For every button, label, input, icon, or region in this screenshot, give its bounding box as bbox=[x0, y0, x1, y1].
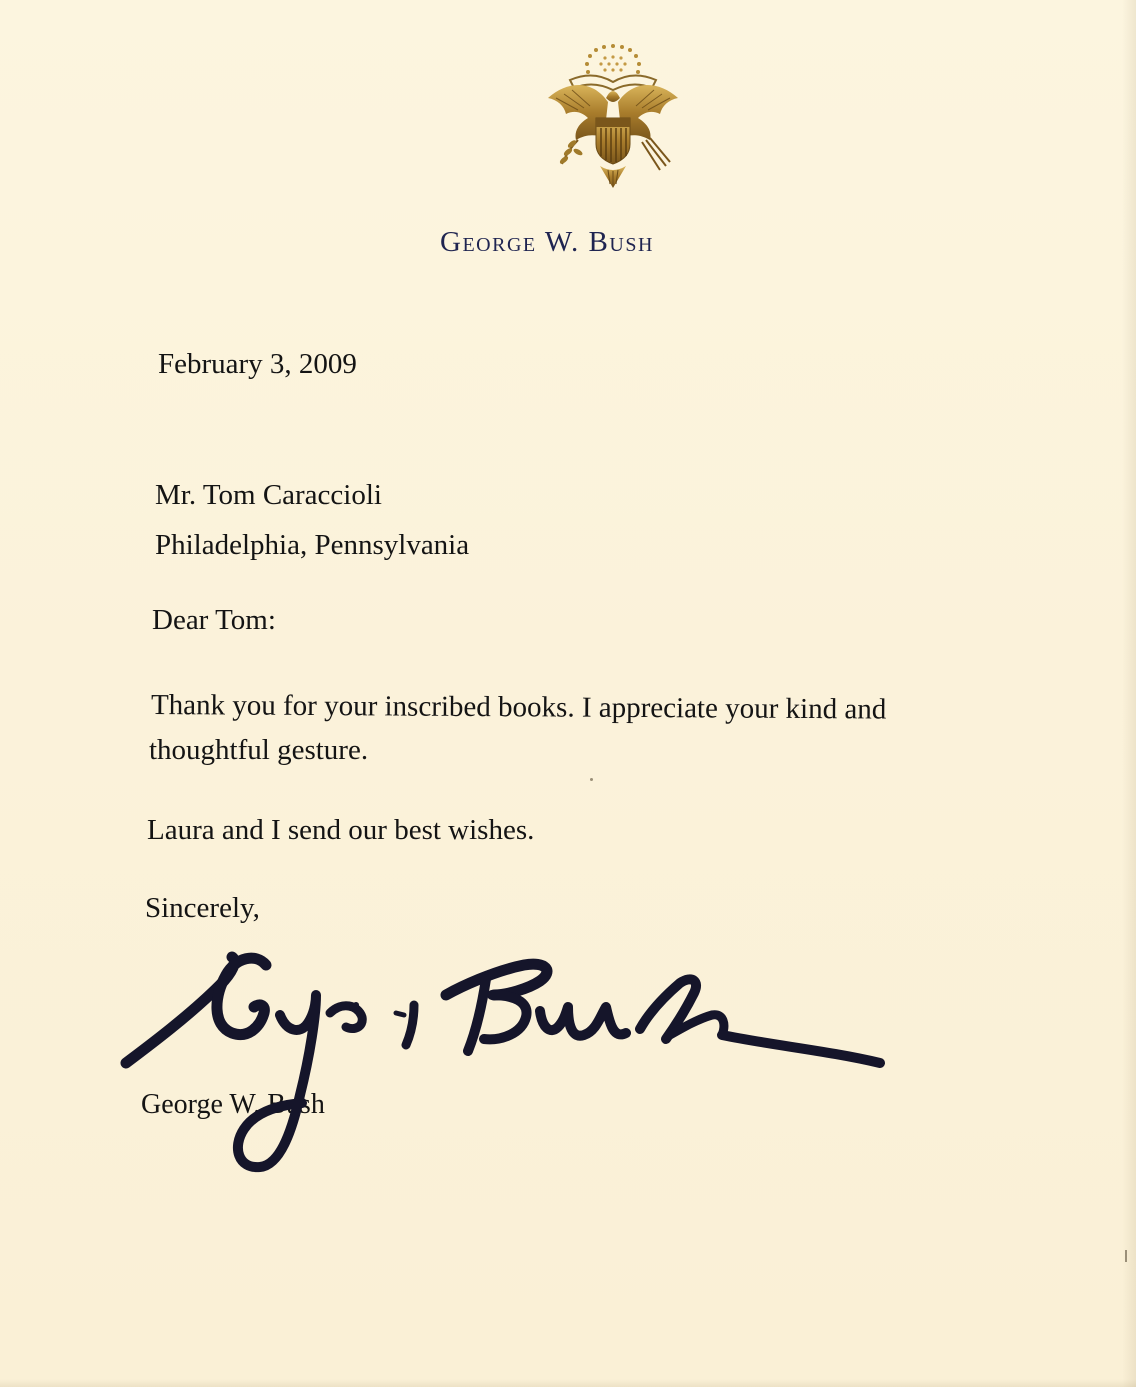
handwritten-signature bbox=[110, 935, 910, 1185]
paper-bottom-shadow bbox=[0, 1379, 1136, 1387]
body-line-2: thoughtful gesture. bbox=[149, 734, 369, 766]
body-line-3: Laura and I send our best wishes. bbox=[147, 814, 535, 846]
letterhead-name: George W. Bush bbox=[440, 226, 654, 258]
letter-date: February 3, 2009 bbox=[158, 348, 357, 380]
recipient-city: Philadelphia, Pennsylvania bbox=[155, 529, 470, 561]
paper-speck bbox=[590, 778, 593, 781]
paper-edge-shadow bbox=[1122, 0, 1136, 1387]
closing: Sincerely, bbox=[145, 892, 260, 924]
typed-signature-name: George W. Bush bbox=[141, 1089, 325, 1120]
salutation: Dear Tom: bbox=[152, 604, 276, 636]
body-line-1: Thank you for your inscribed books. I appreciate your kind and bbox=[150, 689, 887, 726]
recipient-name: Mr. Tom Caraccioli bbox=[155, 479, 382, 511]
paper-mark bbox=[1125, 1250, 1127, 1262]
presidential-seal-icon bbox=[538, 40, 688, 195]
